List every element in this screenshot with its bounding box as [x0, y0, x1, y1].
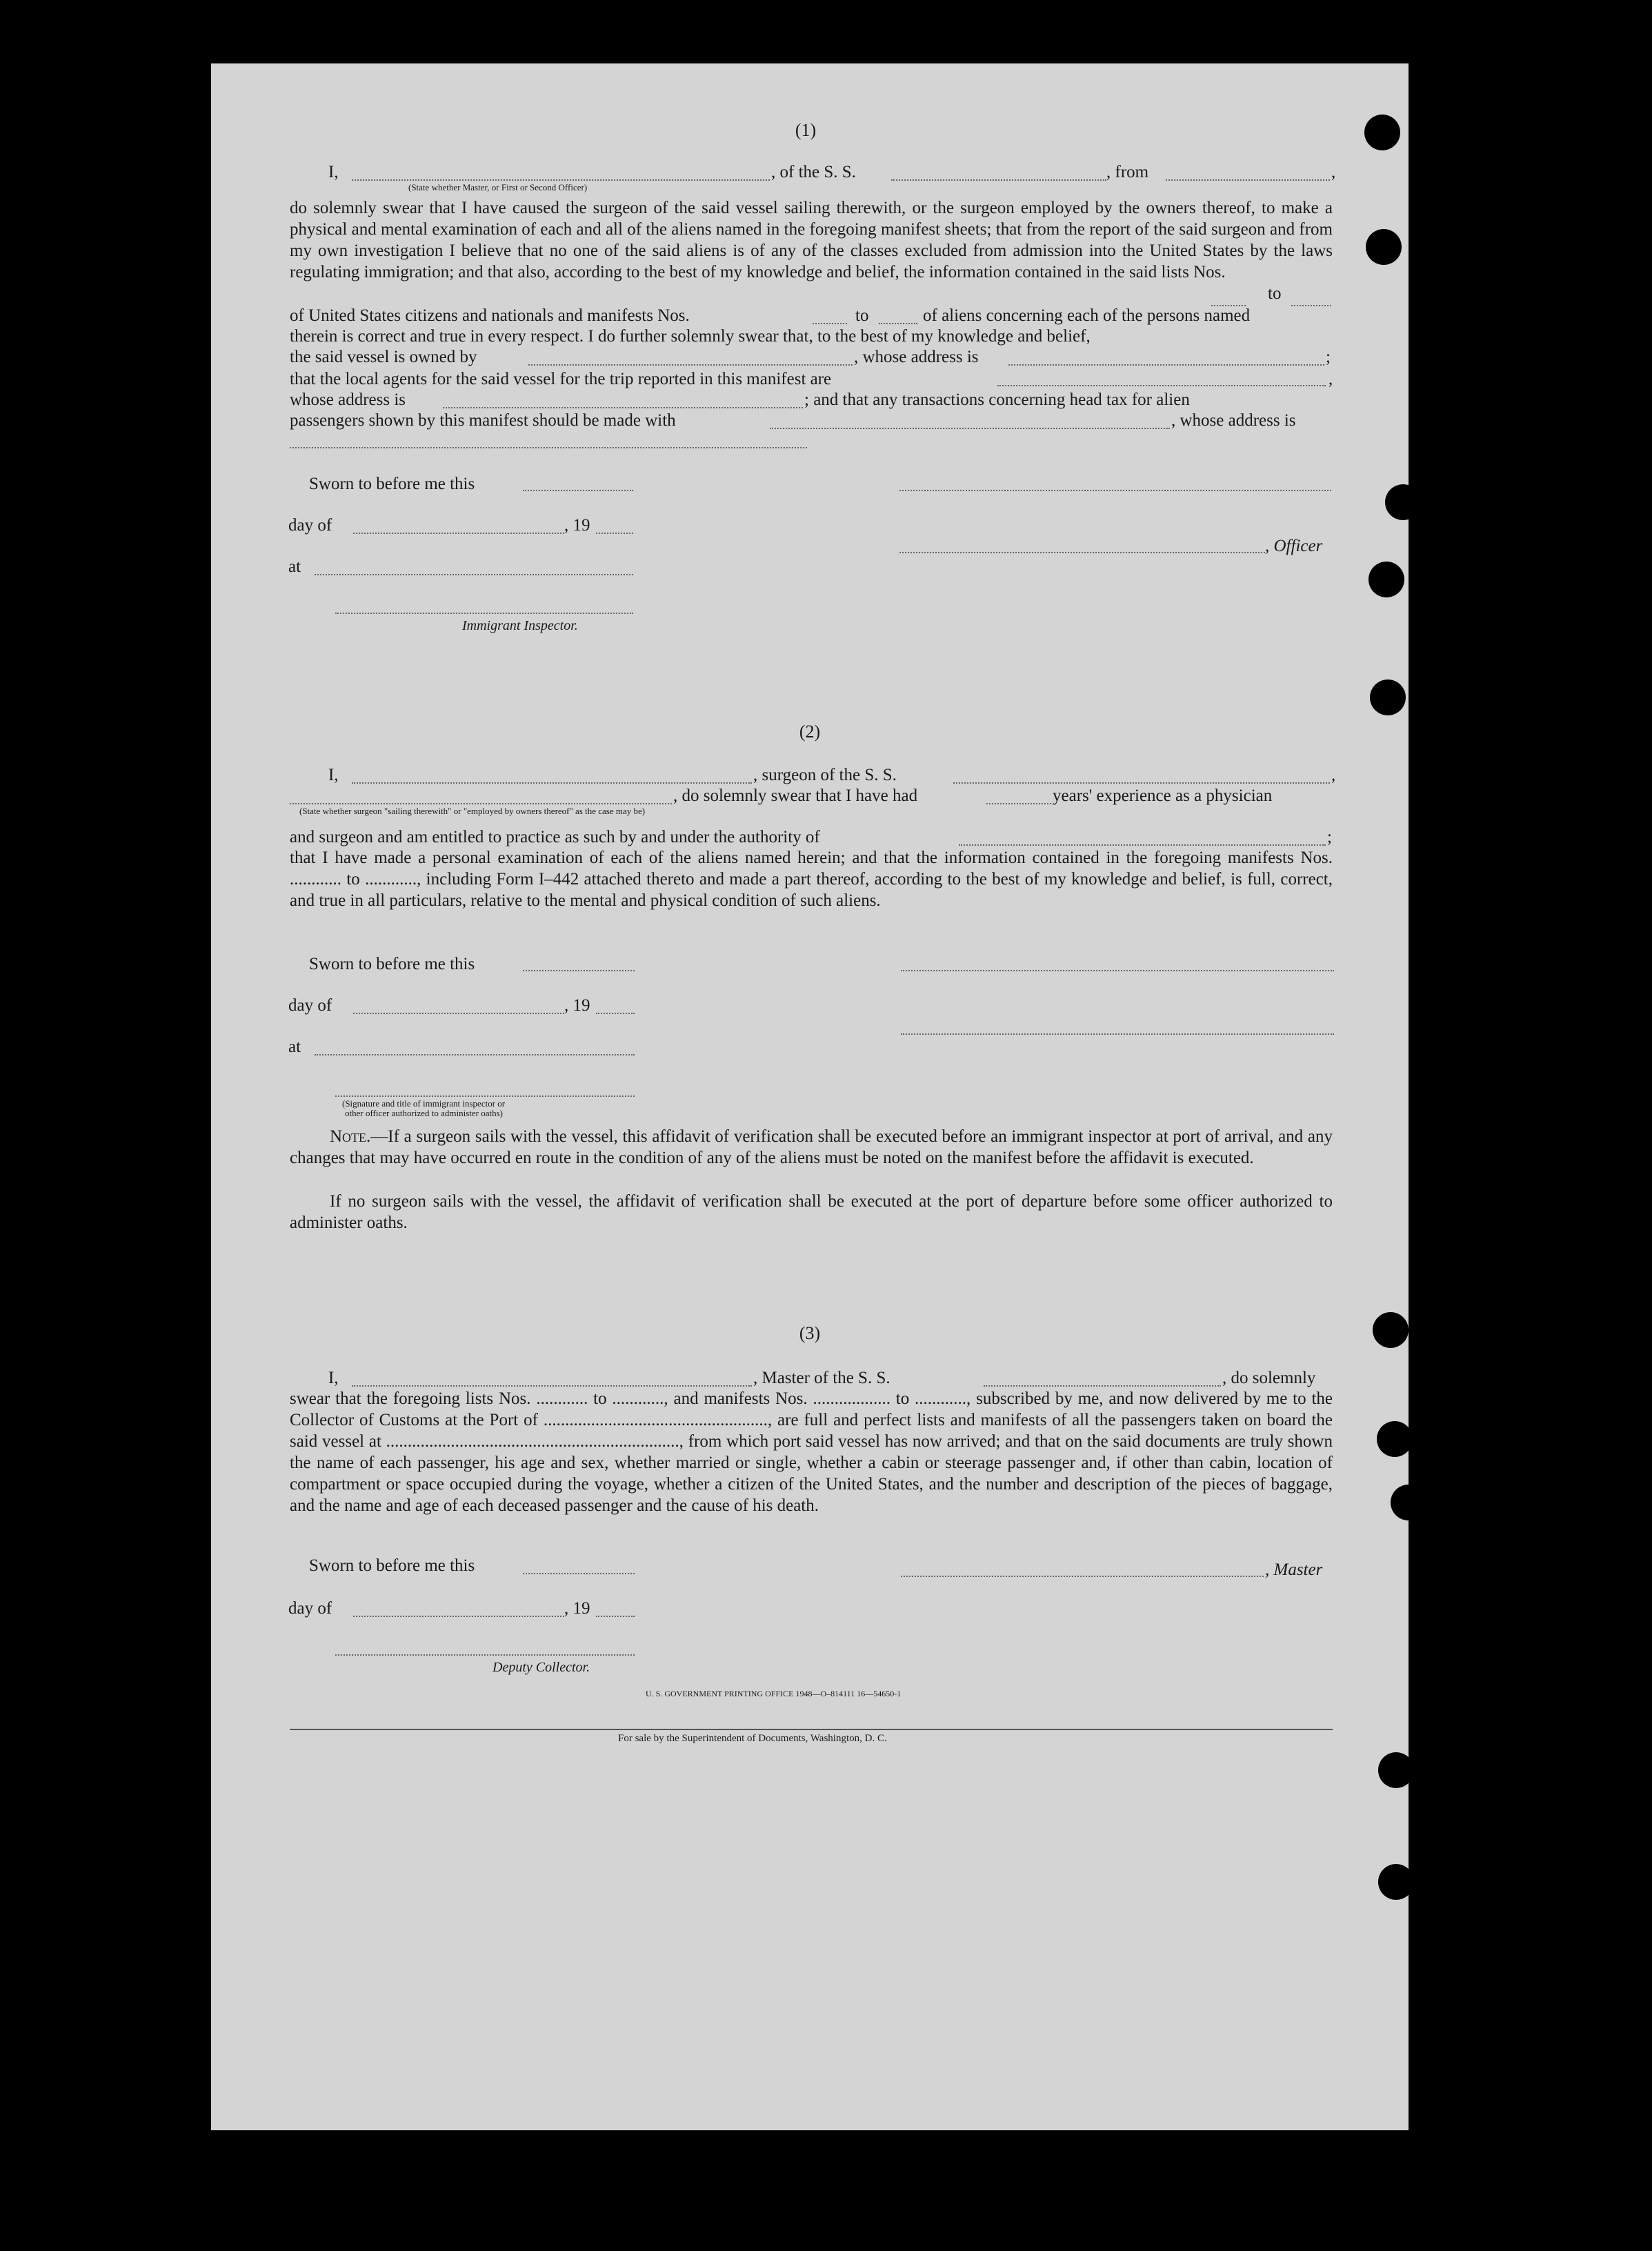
- s2-years-field[interactable]: [986, 803, 1051, 804]
- s3-name-field[interactable]: [352, 1385, 752, 1387]
- s1-state-note: (State whether Master, or First or Second Officer): [408, 182, 588, 192]
- s2-year: , 19: [564, 996, 590, 1015]
- s3-body: swear that the foregoing lists Nos. ............ to ............, and manifests Nos. .................. to ............, subscribed by me, and now delivered by me to the Collector of Customs at the Port of ...................................................., are full and perfect lists and manifests of all the passengers taken on board the said vessel at ...................................................................., from which port said vessel has now arrived; and that on the said documents are truly shown the name of each passenger, his age and sex, whether married or single, whether a cabin or steerage passenger and, if other than cabin, location of compartment or space occupied during the voyage, whether a citizen of the United States, and the number and description of the pieces of baggage, and the name and age of each deceased passenger and the cause of his death.: [290, 1389, 1333, 1515]
- s3-ship-field[interactable]: [984, 1385, 1221, 1387]
- binder-hole: [1378, 1752, 1414, 1788]
- s2-sworn: Sworn to before me this: [309, 955, 475, 973]
- s2-note: [290, 1126, 1333, 1169]
- s1-owner-address-field[interactable]: [1008, 364, 1324, 366]
- s1-ship-field[interactable]: [891, 179, 1106, 181]
- s2-sig-line[interactable]: [335, 1095, 635, 1097]
- binder-hole: [1373, 1312, 1409, 1348]
- binder-hole: [1391, 1485, 1426, 1520]
- s2-semicolon: ;: [1327, 828, 1332, 846]
- s1-day-of: day of: [288, 516, 332, 535]
- s1-whose-address: , whose address is: [854, 348, 979, 366]
- s1-of-ss-label: , of the S. S.: [771, 163, 856, 181]
- s1-sworn: Sworn to before me this: [309, 475, 475, 493]
- s2-state-note: (State whether surgeon "sailing therewith" or "employed by owners thereof" as the case may be): [299, 806, 646, 816]
- s2-i-label: I,: [328, 766, 339, 784]
- s3-master-of: , Master of the S. S.: [753, 1369, 890, 1387]
- binder-hole: [1377, 1421, 1413, 1457]
- binder-hole: [1366, 229, 1402, 265]
- s2-name-field[interactable]: [352, 782, 752, 784]
- s1-inspector-line[interactable]: [335, 613, 633, 614]
- s3-deputy-line[interactable]: [335, 1654, 635, 1656]
- s2-note-2: If no surgeon sails with the vessel, the affidavit of verification shall be executed at the port of departure before some officer authorized to administer oaths.: [290, 1192, 1333, 1232]
- s1-i-label: I,: [328, 163, 339, 181]
- s1-sworn-field[interactable]: [523, 490, 633, 491]
- s3-day-of: day of: [288, 1599, 332, 1618]
- s2-authority: and surgeon and am entitled to practice as such by and under the authority of: [290, 828, 820, 846]
- s2-year-field[interactable]: [596, 1013, 635, 1014]
- s1-officer-field[interactable]: [352, 179, 770, 181]
- footer-rule: [290, 1729, 1333, 1730]
- s2-at-field[interactable]: [315, 1054, 635, 1055]
- s2-signature-line[interactable]: [901, 970, 1334, 971]
- s1-day-field[interactable]: [353, 533, 564, 534]
- s1-officer-line[interactable]: [899, 552, 1265, 553]
- binder-hole: [1370, 680, 1406, 715]
- s3-master-label: , Master: [1265, 1560, 1323, 1579]
- s2-title-line[interactable]: [901, 1033, 1334, 1035]
- binder-hole: [1385, 484, 1421, 520]
- s3-day-field[interactable]: [353, 1616, 564, 1617]
- s3-sworn-field[interactable]: [523, 1573, 635, 1574]
- s1-whose-address-2: whose address is: [290, 390, 406, 409]
- s1-local-agents: that the local agents for the said vessel for the trip reported in this manifest are: [290, 370, 832, 388]
- s1-from-field[interactable]: [1166, 179, 1330, 181]
- s2-sig-note-2: other officer authorized to administer oaths): [345, 1108, 503, 1118]
- s1-manifests-to-field[interactable]: [879, 323, 917, 324]
- s1-at-field[interactable]: [315, 574, 633, 575]
- s1-passengers: passengers shown by this manifest should be made with: [290, 411, 676, 430]
- s3-year: , 19: [564, 1599, 590, 1618]
- s2-surgeon-of: , surgeon of the S. S.: [753, 766, 897, 784]
- s1-head-tax: ; and that any transactions concerning head tax for alien: [804, 390, 1190, 409]
- s2-authority-field[interactable]: [959, 844, 1326, 846]
- s2-body: that I have made a personal examination of each of the aliens named herein; and that the information contained in the foregoing manifests Nos. ............ to ............, including Form I–442 attached thereto and made a part thereof, according to the best of my knowledge and belief, is full, correct, and true in all particulars, relative to the mental and physical condition of such aliens.: [290, 849, 1333, 910]
- s1-from-label: , from: [1106, 163, 1149, 181]
- s1-lists-to-field[interactable]: [1291, 305, 1331, 306]
- s1-semicolon: ;: [1326, 348, 1331, 366]
- s1-inspector-label: Immigrant Inspector.: [462, 618, 578, 633]
- s1-at: at: [288, 557, 301, 576]
- s3-sworn: Sworn to before me this: [309, 1556, 475, 1575]
- sale-notice: For sale by the Superintendent of Documents, Washington, D. C.: [618, 1733, 887, 1744]
- s1-citizens-b: of aliens concerning each of the persons named: [923, 306, 1251, 325]
- s1-therein: therein is correct and true in every respect. I do further solemnly swear that, to the best of my knowledge and belief,: [290, 327, 1091, 346]
- section-1-number: (1): [795, 120, 817, 140]
- s3-master-line[interactable]: [901, 1576, 1264, 1577]
- section-3-number: (3): [799, 1323, 821, 1343]
- s2-sig-note-1: (Signature and title of immigrant inspector or: [342, 1098, 506, 1109]
- s1-comma: ,: [1328, 370, 1333, 388]
- s2-day-field[interactable]: [353, 1013, 564, 1014]
- s2-end-comma: ,: [1331, 766, 1336, 784]
- s1-manifests-from-field[interactable]: [813, 323, 847, 324]
- s1-year: , 19: [564, 516, 590, 535]
- s3-year-field[interactable]: [596, 1616, 635, 1617]
- binder-hole: [1378, 1864, 1414, 1900]
- binder-hole: [1364, 115, 1400, 150]
- s2-status-field[interactable]: [290, 803, 672, 804]
- s1-owned-by: the said vessel is owned by: [290, 348, 477, 366]
- s1-whose-address-3: , whose address is: [1171, 411, 1296, 430]
- gpo-imprint: U. S. GOVERNMENT PRINTING OFFICE 1948—O–814111 16—54650-1: [646, 1689, 902, 1698]
- s3-i-label: I,: [328, 1369, 339, 1387]
- s1-citizens-a: of United States citizens and nationals and manifests Nos.: [290, 306, 690, 325]
- s1-signature-line[interactable]: [899, 490, 1331, 491]
- s1-year-field[interactable]: [596, 533, 633, 534]
- s2-at: at: [288, 1038, 301, 1056]
- s1-head-tax-field[interactable]: [770, 428, 1170, 429]
- s2-sworn-field[interactable]: [523, 970, 635, 971]
- s2-ship-field[interactable]: [953, 782, 1330, 784]
- s3-solemnly: , do solemnly: [1222, 1369, 1316, 1387]
- s1-agents-field[interactable]: [997, 385, 1326, 386]
- s1-body: do solemnly swear that I have caused the surgeon of the said vessel sailing therewith, or the surgeon employed by the owners thereof, to make a physical and mental examination of each and all of the aliens named in the foregoing manifest sheets; that from the report of the said surgeon and from my own investigation I believe that no one of the said aliens is of any of the classes excluded from admission into the United States by the laws regulating immigration; and that also, according to the best of my knowledge and belief, the information contained in the said lists Nos.: [290, 199, 1333, 281]
- s3-deputy-label: Deputy Collector.: [492, 1660, 590, 1675]
- s1-owner-field[interactable]: [528, 364, 853, 366]
- s2-day-of: day of: [288, 996, 332, 1015]
- s1-to-label-2: to: [855, 306, 869, 325]
- s1-end-comma: ,: [1331, 163, 1336, 181]
- s1-to-label: to: [1268, 284, 1282, 303]
- s2-note-label: Note.: [330, 1127, 371, 1146]
- binder-hole: [1369, 562, 1404, 597]
- s1-agents-address-field[interactable]: [443, 407, 803, 408]
- s2-note-body: —If a surgeon sails with the vessel, this affidavit of verification shall be executed before an immigrant inspector at port of arrival, and any changes that may have occurred en route in the condition of any of the aliens must be noted on the manifest before the affidavit is executed.: [290, 1127, 1333, 1167]
- s2-years: years' experience as a physician: [1053, 786, 1273, 805]
- s1-head-tax-address-field[interactable]: [290, 447, 807, 448]
- s2-solemnly: , do solemnly swear that I have had: [673, 786, 918, 805]
- s1-officer-label: , Officer: [1265, 537, 1323, 555]
- section-2-number: (2): [799, 722, 821, 742]
